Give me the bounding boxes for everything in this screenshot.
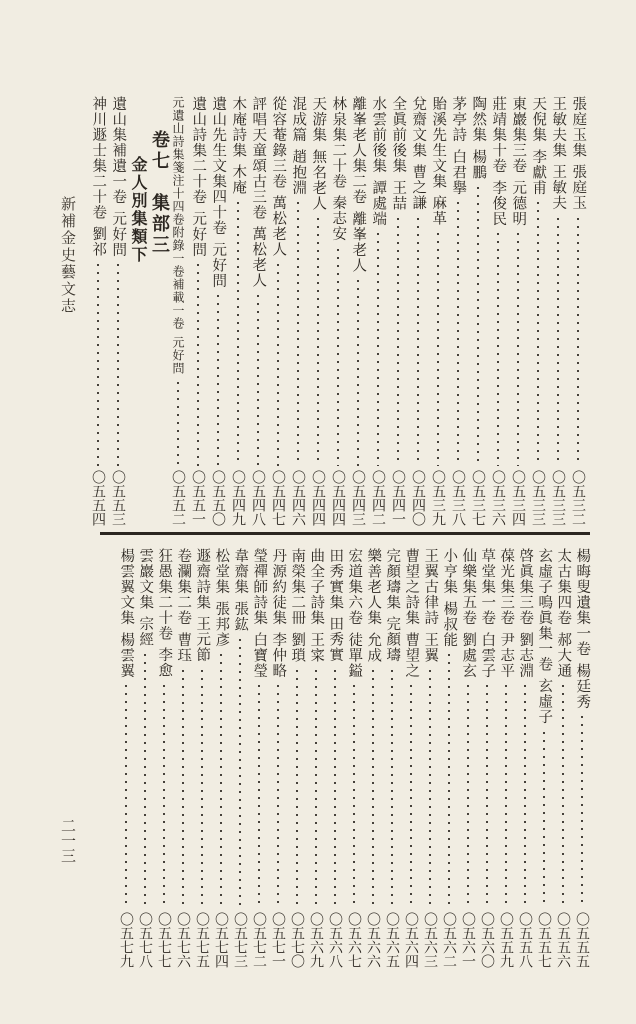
- entry-author: 李俊民: [490, 179, 507, 226]
- entry-page-number: 〇五四〇: [410, 470, 426, 526]
- entry-page-number: 〇五三三: [530, 470, 546, 526]
- entry-author: 王寀: [308, 631, 325, 663]
- entry-page-number: 〇五七六: [175, 912, 191, 968]
- leader-dots: [524, 682, 526, 908]
- entry-title: 楊晦叟遺集一卷: [574, 548, 591, 657]
- entry-page-number: 〇五七〇: [289, 912, 305, 968]
- entry-page-number: 〇五四九: [230, 470, 246, 526]
- entry-author: 郝大通: [555, 631, 572, 678]
- entry-author: 王喆: [390, 179, 407, 211]
- entry-title: 離峯老人集二卷: [350, 96, 367, 205]
- leader-dots: [239, 636, 241, 909]
- entry-title: 茅亭詩: [450, 96, 467, 143]
- entry-title: 仙樂集五卷: [460, 548, 477, 626]
- leader-dots: [97, 261, 99, 466]
- entry-page-number: 〇五三六: [490, 470, 506, 526]
- entry-author: 張鈜: [232, 600, 249, 632]
- entry-page-number: 〇五五九: [498, 912, 514, 968]
- entry-page-number: 〇五五二: [170, 470, 186, 526]
- entry-page-number: 〇五四七: [270, 470, 286, 526]
- catalog-entry: [420, 548, 440, 968]
- entry-title: 木庵詩集: [230, 96, 247, 158]
- entry-page-number: 〇五三七: [470, 470, 486, 526]
- leader-dots: [429, 667, 431, 909]
- leader-dots: [505, 682, 507, 908]
- entry-title: 卷瀾集二卷: [175, 548, 192, 626]
- entry-author: 王元節: [194, 616, 211, 663]
- entry-author: 元好問: [110, 210, 127, 257]
- entry-author: 李獻甫: [530, 148, 547, 195]
- entry-page-number: 〇五七八: [137, 912, 153, 968]
- entry-author: 劉瑣: [289, 631, 306, 663]
- entry-author: 秦志安: [330, 195, 347, 242]
- entry-title: 天游集: [310, 96, 327, 143]
- entry-title: 樂善老人集: [365, 548, 382, 626]
- entry-page-number: 〇五五〇: [210, 470, 226, 526]
- entry-page-number: 〇五六四: [403, 912, 419, 968]
- entry-page-number: 〇五三八: [450, 470, 466, 526]
- entry-page-number: 〇五三三: [550, 470, 566, 526]
- catalog-entry: [325, 548, 345, 968]
- entry-page-number: 〇五五一: [190, 470, 206, 526]
- entry-author: 王敏夫: [550, 164, 567, 211]
- band-divider-rule: [100, 532, 590, 535]
- entry-title: 遺山先生文集四十卷: [210, 96, 227, 236]
- catalog-entry: [173, 548, 193, 968]
- entry-page-number: 〇五五六: [555, 912, 571, 968]
- catalog-entry: [344, 548, 364, 968]
- entry-author: 徒單鎰: [346, 631, 363, 678]
- page-number: 二一三: [59, 818, 77, 863]
- leader-dots: [296, 667, 298, 909]
- entry-page-number: 〇五四四: [310, 470, 326, 526]
- entry-title: 神川遯士集二十卷: [90, 96, 107, 220]
- catalog-entry: [477, 548, 497, 968]
- entry-page-number: 〇五五七: [536, 912, 552, 968]
- entry-title: 瑩禪師詩集: [251, 548, 268, 626]
- leader-dots: [467, 682, 469, 908]
- entry-author: 完顏璹: [384, 616, 401, 663]
- catalog-entry: [534, 548, 554, 968]
- entry-page-number: 〇五四六: [290, 470, 306, 526]
- entry-title: 草堂集一卷: [479, 548, 496, 626]
- leader-dots: [163, 682, 165, 908]
- entry-title: 狂愚集二十卷: [156, 548, 173, 641]
- entry-title: 松堂集: [213, 548, 230, 595]
- entry-title: 張庭玉集: [570, 96, 587, 158]
- entry-author: 曹之謙: [410, 164, 427, 211]
- entry-page-number: 〇五六二: [441, 912, 457, 968]
- leader-dots: [581, 713, 583, 908]
- entry-author: 王翼: [422, 631, 439, 663]
- entry-title: 啓眞集三卷: [517, 548, 534, 626]
- catalog-entry: [154, 548, 174, 968]
- entry-author: 楊鵬: [470, 148, 487, 180]
- entry-author: 白君擧: [450, 148, 467, 195]
- catalog-entry: [572, 548, 592, 968]
- entry-title: 混成篇: [290, 96, 307, 143]
- entry-author: 楊叔能: [441, 600, 458, 647]
- entry-title: 兌齋文集: [410, 96, 427, 158]
- entry-author: 李仲略: [270, 631, 287, 678]
- entry-title: 太古集四卷: [555, 548, 572, 626]
- entry-author: 玄虛子: [536, 678, 553, 725]
- entry-author: 元好問: [190, 210, 207, 257]
- entry-author: 元德明: [510, 179, 527, 226]
- entry-page-number: 〇五三二: [570, 470, 586, 526]
- entry-title: 曹望之詩集: [403, 548, 420, 626]
- catalog-entry: [249, 548, 269, 968]
- entry-page-number: 〇五六三: [422, 912, 438, 968]
- entry-page-number: 〇五三四: [510, 470, 526, 526]
- catalog-entry: [192, 548, 212, 968]
- bottom-entry-band: [0, 548, 636, 968]
- entry-author: 離峯老人: [350, 210, 367, 273]
- entry-page-number: 〇五五三: [110, 470, 126, 526]
- catalog-entry: [88, 96, 108, 526]
- entry-page-number: 〇五五八: [517, 912, 533, 968]
- entry-author: 劉志淵: [517, 631, 534, 678]
- entry-page-number: 〇五四二: [370, 470, 386, 526]
- entry-title: 從容菴錄三卷: [270, 96, 287, 189]
- top-entry-band-left: [0, 96, 636, 526]
- entry-title: 莊靖集十卷: [490, 96, 507, 174]
- entry-title: 林泉集二十卷: [330, 96, 347, 189]
- leader-dots: [562, 682, 564, 908]
- catalog-entry: [439, 548, 459, 968]
- entry-title: 南榮集二冊: [289, 548, 306, 626]
- leader-dots: [448, 651, 450, 908]
- entry-title: 葆光集三卷: [498, 548, 515, 626]
- entry-page-number: 〇五六〇: [479, 912, 495, 968]
- entry-page-number: 〇五七三: [232, 912, 248, 968]
- entry-page-number: 〇五七七: [156, 912, 172, 968]
- leader-dots: [125, 682, 127, 908]
- entry-author: 李愈: [156, 647, 173, 678]
- catalog-entry: [211, 548, 231, 968]
- entry-author: 田秀實: [327, 616, 344, 663]
- catalog-entry: [553, 548, 573, 968]
- entry-page-number: 〇五七五: [194, 912, 210, 968]
- catalog-entry: [382, 548, 402, 968]
- entry-author: 劉祁: [90, 226, 107, 257]
- entry-page-number: 〇五七四: [213, 912, 229, 968]
- entry-title: 遺山詩集二十卷: [190, 96, 207, 205]
- entry-author: 元好問: [210, 241, 227, 288]
- section-title: 卷七 集部三: [149, 130, 170, 256]
- leader-dots: [182, 667, 184, 909]
- entry-title: 玄虛子鳴眞集一卷: [536, 548, 553, 672]
- entry-title: 元遺山詩集箋注十四卷附錄一卷補載一卷: [171, 96, 185, 330]
- entry-author: 趙抱淵: [290, 148, 307, 195]
- entry-author: 允成: [365, 631, 382, 663]
- catalog-entry: [306, 548, 326, 968]
- entry-title: 雲巖文集: [137, 548, 154, 610]
- entry-page-number: 〇五六九: [308, 912, 324, 968]
- entry-author: 白雲子: [479, 631, 496, 678]
- running-head: 新補金史藝文志: [59, 196, 77, 315]
- catalog-entry: [268, 548, 288, 968]
- entry-title: 貽溪先生文集: [430, 96, 447, 189]
- leader-dots: [315, 667, 317, 909]
- entry-author: 楊雲翼: [118, 631, 135, 678]
- entry-title: 宏道集六卷: [346, 548, 363, 626]
- entry-title: 丹源約徒集: [270, 548, 287, 626]
- entry-author: 宗經: [137, 616, 154, 647]
- entry-title: 東巖集三卷: [510, 96, 527, 174]
- entry-title: 遺山集補遺一卷: [110, 96, 127, 205]
- entry-title: 遯齋詩集: [194, 548, 211, 610]
- entry-page-number: 〇五七一: [270, 912, 286, 968]
- entry-page-number: 〇五六五: [384, 912, 400, 968]
- leader-dots: [353, 682, 355, 908]
- catalog-entry: [458, 548, 478, 968]
- catalog-entry: [230, 548, 250, 968]
- entry-title: 田秀實集: [327, 548, 344, 610]
- entry-title: 楊雲翼文集: [118, 548, 135, 626]
- entry-author: 劉處玄: [460, 631, 477, 678]
- entry-title: 王敏夫集: [550, 96, 567, 158]
- entry-author: 張庭玉: [570, 164, 587, 211]
- entry-title: 水雲前後集: [370, 96, 387, 174]
- leader-dots: [220, 651, 222, 908]
- entry-author: 萬松老人: [270, 195, 287, 257]
- entry-author: 木庵: [230, 164, 247, 195]
- section-subtitle: 金人別集類下: [129, 156, 148, 264]
- entry-title: 全眞前後集: [390, 96, 407, 174]
- entry-page-number: 〇五七二: [251, 912, 267, 968]
- entry-author: 曹望之: [403, 631, 420, 678]
- entry-title: 陶然集: [470, 96, 487, 143]
- entry-author: 楊廷秀: [574, 662, 591, 709]
- entry-page-number: 〇五五四: [90, 470, 106, 526]
- entry-page-number: 〇五四八: [250, 470, 266, 526]
- leader-dots: [277, 682, 279, 908]
- entry-page-number: 〇五六六: [365, 912, 381, 968]
- entry-author: 譚處端: [370, 179, 387, 226]
- catalog-entry: [515, 548, 535, 968]
- entry-author: 元好問: [171, 336, 185, 375]
- leader-dots: [334, 667, 336, 909]
- catalog-entry: [135, 548, 155, 968]
- entry-page-number: 〇五七九: [118, 912, 134, 968]
- entry-page-number: 〇五六八: [327, 912, 343, 968]
- entry-page-number: 〇五三九: [430, 470, 446, 526]
- entry-page-number: 〇五四三: [350, 470, 366, 526]
- catalog-entry: [287, 548, 307, 968]
- entry-author: 張邦彥: [213, 600, 230, 647]
- catalog-entry: [401, 548, 421, 968]
- entry-author: 尹志平: [498, 631, 515, 678]
- entry-page-number: 〇五四一: [390, 470, 406, 526]
- entry-author: 白寶瑩: [251, 631, 268, 678]
- entry-author: 曹珏: [175, 631, 192, 663]
- entry-title: 評唱天童頌古三卷: [250, 96, 267, 220]
- entry-title: 天倪集: [530, 96, 547, 143]
- catalog-entry: [116, 548, 136, 968]
- entry-author: 麻革: [430, 195, 447, 226]
- leader-dots: [410, 682, 412, 908]
- entry-title: 王翼古律詩: [422, 548, 439, 626]
- catalog-entry: [363, 548, 383, 968]
- entry-page-number: 〇五六七: [346, 912, 362, 968]
- leader-dots: [201, 667, 203, 909]
- catalog-entry: [496, 548, 516, 968]
- entry-author: 無名老人: [310, 148, 327, 211]
- leader-dots: [372, 667, 374, 909]
- leader-dots: [258, 682, 260, 908]
- leader-dots: [144, 651, 146, 908]
- leader-dots: [391, 667, 393, 909]
- entry-author: 萬松老人: [250, 226, 267, 288]
- entry-title: 韋齋集: [232, 548, 249, 595]
- leader-dots: [486, 682, 488, 908]
- entry-title: 小亨集: [441, 548, 458, 595]
- entry-page-number: 〇五六一: [460, 912, 476, 968]
- entry-title: 曲全子詩集: [308, 548, 325, 626]
- entry-title: 完顏璹集: [384, 548, 401, 610]
- entry-page-number: 〇五五五: [574, 912, 590, 968]
- entry-page-number: 〇五四四: [330, 470, 346, 526]
- leader-dots: [543, 729, 545, 909]
